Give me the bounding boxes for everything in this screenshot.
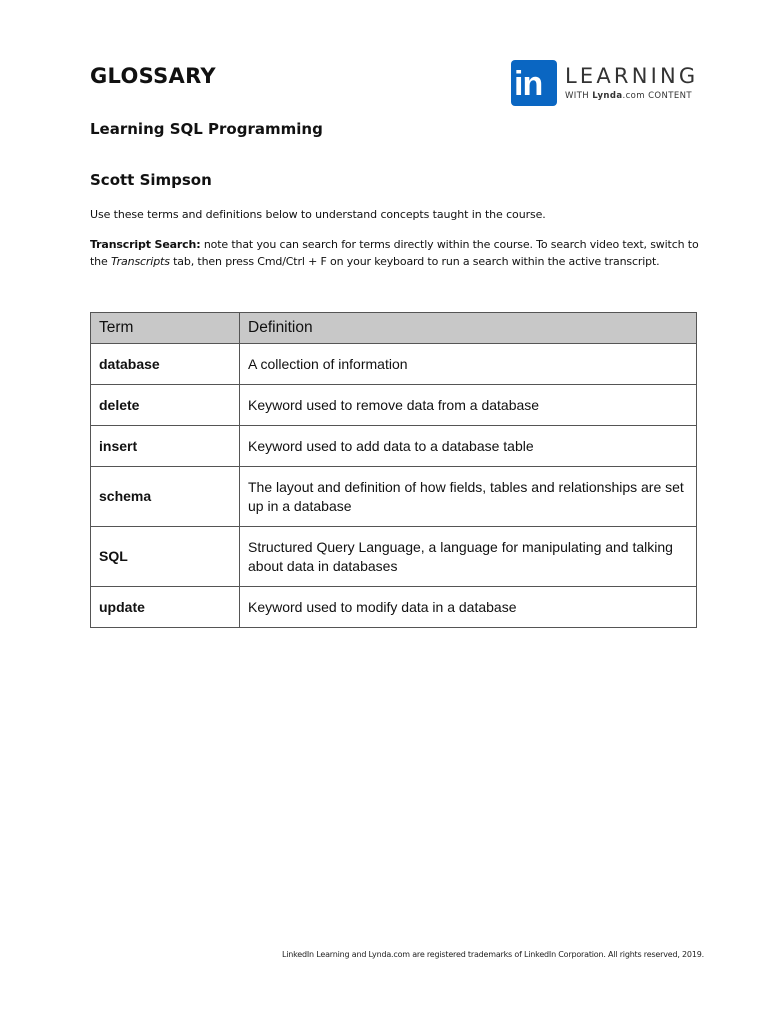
table-row (91, 587, 697, 628)
table-row (91, 426, 697, 467)
author-name: Scott Simpson (90, 171, 212, 189)
transcript-text-1: note that you can search for terms directly within the course. To search video text, switch to the (90, 238, 699, 268)
logo-sub-brand: Lynda (592, 91, 623, 101)
column-header-definition: Definition (240, 313, 697, 344)
transcript-text-2: tab, then press Cmd/Ctrl + F on your keyboard to run a search within the active transcript. (169, 255, 660, 268)
logo-sub-content: CONTENT (648, 91, 692, 101)
transcript-search-label: Transcript Search: (90, 238, 201, 251)
logo-wordmark: LEARNING (565, 64, 699, 88)
transcripts-tab-name: Transcripts (110, 255, 170, 268)
definition-cell: A collection of information (240, 344, 697, 385)
definition-cell: Keyword used to remove data from a database (240, 385, 697, 426)
definition-cell: The layout and definition of how fields, tables and relationships are set up in a database (240, 467, 697, 527)
term-cell: delete (91, 385, 240, 426)
logo-subtitle (565, 91, 692, 101)
table-row (91, 467, 697, 527)
definition-cell: Keyword used to modify data in a database (240, 587, 697, 628)
term-cell: SQL (91, 527, 240, 587)
table-row (91, 385, 697, 426)
logo-sub-with: WITH (565, 91, 590, 101)
definition-cell: Keyword used to add data to a database table (240, 426, 697, 467)
transcript-search-note (90, 236, 710, 270)
definition-cell: Structured Query Language, a language for manipulating and talking about data in databases (240, 527, 697, 587)
linkedin-learning-logo (511, 60, 711, 106)
term-cell: update (91, 587, 240, 628)
intro-text: Use these terms and definitions below to understand concepts taught in the course. (90, 208, 546, 221)
column-header-term: Term (91, 313, 240, 344)
logo-badge-text: in (514, 65, 543, 103)
glossary-table (90, 312, 697, 628)
logo-sub-domain: .com (622, 91, 645, 101)
term-cell: database (91, 344, 240, 385)
term-cell: insert (91, 426, 240, 467)
table-row (91, 344, 697, 385)
table-header-row (91, 313, 697, 344)
table-row (91, 527, 697, 587)
page-title: GLOSSARY (90, 64, 216, 88)
footer-trademark: LinkedIn Learning and Lynda.com are registered trademarks of LinkedIn Corporation. All rights reserved, 2019. (282, 950, 704, 959)
linkedin-in-icon (511, 60, 557, 106)
course-title: Learning SQL Programming (90, 120, 323, 138)
term-cell: schema (91, 467, 240, 527)
